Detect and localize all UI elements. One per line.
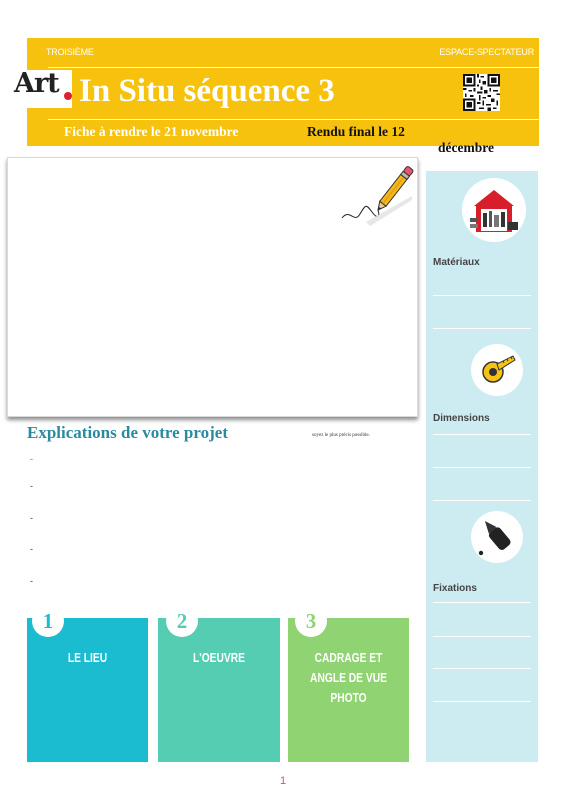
logo-dot: [64, 92, 72, 100]
toolbox-icon: [462, 178, 526, 242]
bullet-line[interactable]: -: [30, 544, 33, 554]
step-label: LE LIEU: [67, 651, 108, 665]
banner-rule-bottom: [48, 119, 539, 120]
sidebar-label-materials: Matériaux: [433, 257, 480, 268]
sidebar-label-dimensions: Dimensions: [433, 413, 490, 424]
step-label: CADRAGE ET ANGLE DE VUE PHOTO: [310, 651, 387, 705]
sidebar-line[interactable]: [433, 500, 531, 501]
sidebar-line[interactable]: [433, 328, 531, 329]
sidebar-line[interactable]: [433, 636, 531, 637]
art-logo: Art: [14, 68, 59, 99]
step-number: 2: [166, 605, 198, 637]
bullet-line[interactable]: -: [30, 481, 33, 491]
sidebar-line[interactable]: [433, 295, 531, 296]
step-number: 1: [32, 605, 64, 637]
pencil-icon: [336, 160, 414, 230]
materials-sidebar: [426, 171, 538, 762]
glue-bottle-icon: [471, 511, 523, 563]
sidebar-line[interactable]: [433, 602, 531, 603]
section-label: ESPACE-SPECTATEUR: [439, 47, 534, 57]
sidebar-line[interactable]: [433, 467, 531, 468]
step-box-artwork: [158, 609, 280, 762]
explanation-heading: Explications de votre projet: [27, 423, 228, 442]
sidebar-label-fixations: Fixations: [433, 583, 477, 594]
explanation-hint: soyez le plus précis possible.: [312, 433, 370, 438]
due-date-text: Fiche à rendre le 21 novembre: [64, 124, 239, 139]
step-box-framing: [288, 609, 409, 762]
page-title: In Situ séquence 3: [79, 73, 335, 109]
final-date-text: Rendu final le 12: [307, 124, 405, 139]
qr-code-icon: [463, 74, 500, 111]
sidebar-line[interactable]: [433, 668, 531, 669]
bullet-line[interactable]: -: [30, 454, 33, 464]
bullet-line[interactable]: -: [30, 576, 33, 586]
sidebar-line[interactable]: [433, 701, 531, 702]
bullet-line[interactable]: -: [30, 513, 33, 523]
tape-measure-icon: [471, 344, 523, 396]
sidebar-line[interactable]: [433, 434, 531, 435]
step-box-place: [27, 609, 148, 762]
final-date-month: décembre: [438, 140, 494, 155]
level-label: TROISIÈME: [46, 47, 94, 57]
banner-rule-top: [48, 67, 539, 68]
page-number: 1: [279, 775, 287, 787]
step-label: L'OEUVRE: [193, 651, 245, 665]
step-number: 3: [295, 605, 327, 637]
